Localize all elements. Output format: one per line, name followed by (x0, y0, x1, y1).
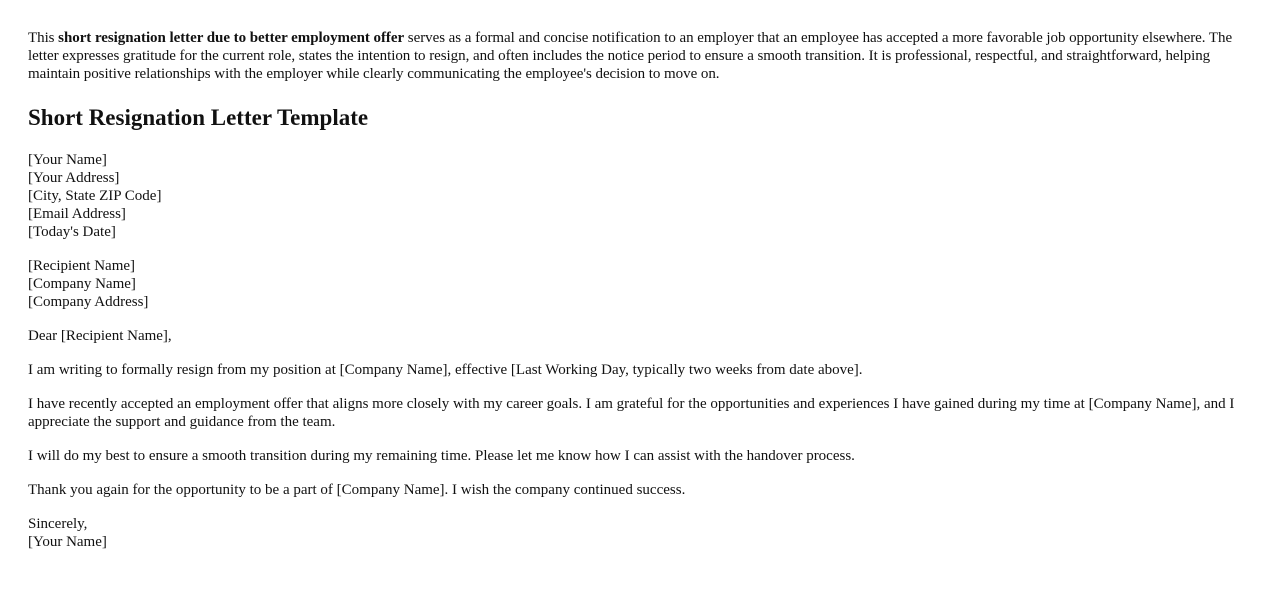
sender-name: [Your Name] (28, 152, 107, 168)
body-paragraph-gratitude: I have recently accepted an employment offer that aligns more closely with my career goals. I am grateful for the opportunities and experiences I have gained during my time at [Company Name], and I appreciate the support and guidance from the team. (28, 396, 1235, 430)
recipient-company-address: [Company Address] (28, 294, 149, 310)
sender-email: [Email Address] (28, 206, 126, 222)
sender-date: [Today's Date] (28, 224, 116, 240)
recipient-address-block (28, 257, 1250, 311)
closing-block (28, 515, 1250, 551)
intro-bold-phrase: short resignation letter due to better employment offer (58, 30, 405, 46)
sender-address: [Your Address] (28, 170, 120, 186)
sender-address-block (28, 151, 1250, 241)
body-paragraph-transition: I will do my best to ensure a smooth transition during my remaining time. Please let me know how I can assist with the handover process. (28, 448, 855, 464)
body-paragraph-thanks: Thank you again for the opportunity to be a part of [Company Name]. I wish the company continued success. (28, 482, 686, 498)
recipient-company-name: [Company Name] (28, 276, 136, 292)
intro-paragraph (28, 29, 1250, 83)
intro-prefix: This (28, 30, 59, 46)
intro-suffix: serves as a formal and concise notification to an employer that an employee has accepted a more favorable job opportunity elsewhere. The letter expresses gratitude for the current role, states the intention to resign, and often includes the notice period to ensure a smooth transition. It is professional, respectful, and straightforward, helping maintain positive relationships with the employer while clearly communicating the employee's decision to move on. (28, 30, 1233, 82)
recipient-name: [Recipient Name] (28, 258, 136, 274)
salutation: Dear [Recipient Name], (28, 328, 172, 344)
closing-signoff: Sincerely, (28, 516, 88, 532)
closing-name: [Your Name] (28, 534, 107, 550)
sender-city-state-zip: [City, State ZIP Code] (28, 188, 162, 204)
body-paragraph-resign: I am writing to formally resign from my position at [Company Name], effective [Last Working Day, typically two weeks from date above]. (28, 362, 863, 378)
page-title: Short Resignation Letter Template (28, 105, 369, 130)
